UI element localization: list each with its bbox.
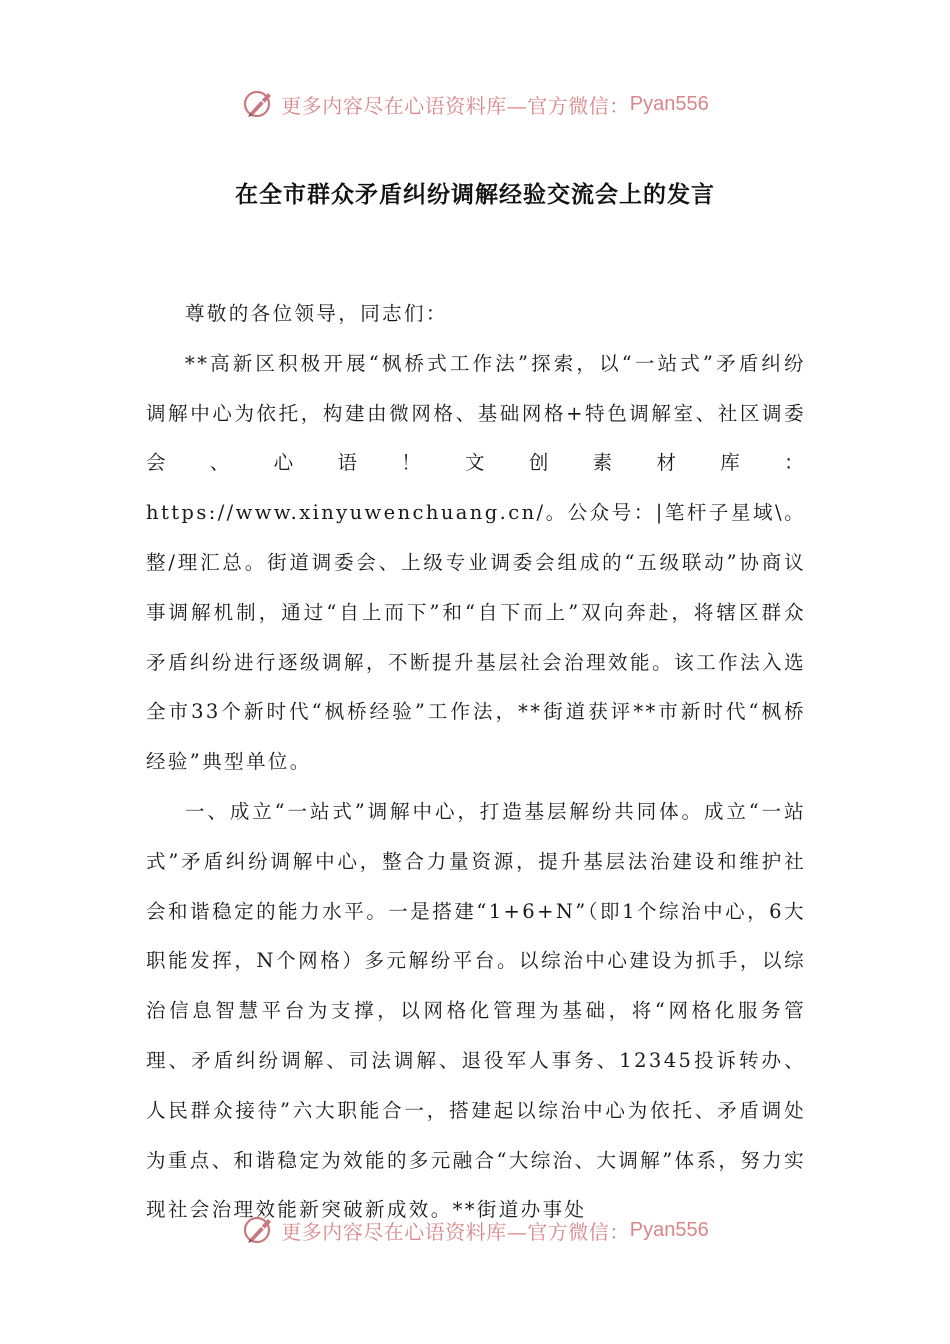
pen-nib-logo-icon bbox=[241, 86, 277, 122]
footer-watermark-banner bbox=[0, 1208, 950, 1252]
pen-nib-logo-icon bbox=[241, 1212, 277, 1248]
watermark-text: 更多内容尽在心语资料库—官方微信： bbox=[281, 93, 630, 118]
watermark-wechat-id: Pyan556 bbox=[629, 92, 709, 115]
header-watermark-banner bbox=[0, 82, 950, 126]
document-title: 在全市群众矛盾纠纷调解经验交流会上的发言 bbox=[235, 181, 715, 208]
watermark-text: 更多内容尽在心语资料库—官方微信： bbox=[281, 1219, 630, 1244]
salutation: 尊敬的各位领导，同志们： bbox=[185, 302, 448, 325]
watermark-wechat-id: Pyan556 bbox=[629, 1218, 709, 1241]
document-body bbox=[146, 289, 806, 1235]
paragraph-section-one: 一、成立“一站式”调解中心，打造基层解纷共同体。成立“一站式”矛盾纠纷调解中心，整合力量资源，提升基层法治建设和维护社会和谐稳定的能力水平。一是搭建“1+6+N”（即1个综治中心，6大职能发挥，N个网格）多元解纷平台。以综治中心建设为抓手，以综治信息智慧平台为支撑，以网格化管理为基础，将“网格化服务管理、矛盾纠纷调解、司法调解、退役军人事务、12345投诉转办、人民群众接待”六大职能合一，搭建起以综治中心为依托、矛盾调处为重点、和谐稳定为效能的多元融合“大综治、大调解”体系，努力实现社会治理效能新突破新成效。**街道办事处 bbox=[146, 799, 806, 1222]
paragraph-intro: **高新区积极开展“枫桥式工作法”探索，以“一站式”矛盾纠纷调解中心为依托，构建由微网格、基础网格+特色调解室、社区调委会、心语！文创素材库：https://www.xinyuwenchuang.cn/。公众号：|笔杆子星域\。整/理汇总。街道调委会、上级专业调委会组成的“五级联动”协商议事调解机制，通过“自上而下”和“自下而上”双向奔赴，将辖区群众矛盾纠纷进行逐级调解，不断提升基层社会治理效能。该工作法入选全市33个新时代“枫桥经验”工作法，**街道获评**市新时代“枫桥经验”典型单位。 bbox=[146, 351, 806, 774]
